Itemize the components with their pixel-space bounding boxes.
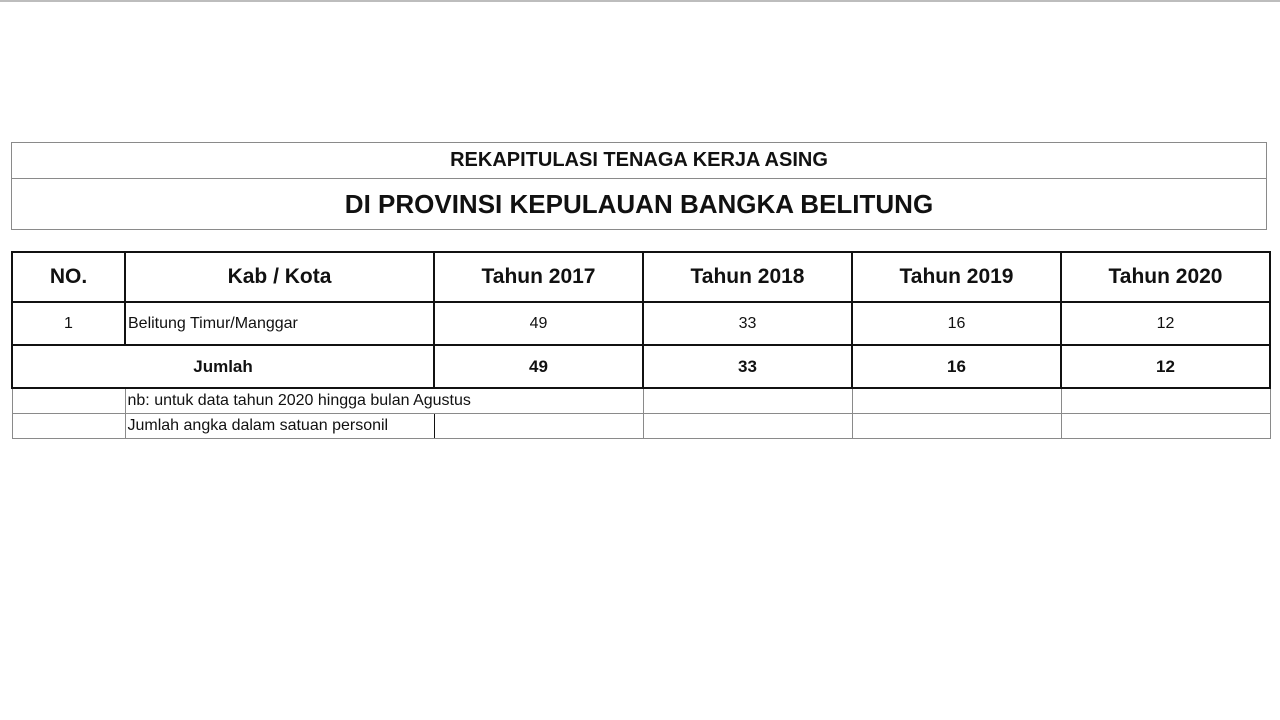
- total-2019: 16: [852, 345, 1061, 388]
- header-kab-kota: Kab / Kota: [125, 252, 434, 302]
- table-row: [12, 302, 1270, 345]
- total-2020: 12: [1061, 345, 1270, 388]
- note-row: [12, 413, 1270, 438]
- note-unit: Jumlah angka dalam satuan personil: [125, 413, 434, 438]
- total-row: [12, 345, 1270, 388]
- top-border-line: [0, 0, 1280, 2]
- note-empty-cell: [12, 413, 125, 438]
- note-empty-cell: [643, 388, 852, 413]
- report-subtitle: DI PROVINSI KEPULAUAN BANGKA BELITUNG: [344, 188, 934, 219]
- note-empty-cell: [852, 413, 1061, 438]
- table-header-row: [12, 252, 1270, 302]
- note-data-period: nb: untuk data tahun 2020 hingga bulan Agustus: [125, 388, 643, 413]
- note-empty-cell: [434, 413, 643, 438]
- total-2017: 49: [434, 345, 643, 388]
- header-tahun-2018: Tahun 2018: [643, 252, 852, 302]
- header-no: NO.: [12, 252, 125, 302]
- report-title-block: [11, 142, 1267, 230]
- note-empty-cell: [12, 388, 125, 413]
- note-empty-cell: [1061, 413, 1270, 438]
- cell-2019: 16: [852, 302, 1061, 345]
- header-tahun-2020: Tahun 2020: [1061, 252, 1270, 302]
- note-row: [12, 388, 1270, 413]
- tka-recap-table: [11, 251, 1271, 439]
- cell-no: 1: [12, 302, 125, 345]
- cell-2017: 49: [434, 302, 643, 345]
- note-empty-cell: [1061, 388, 1270, 413]
- total-2018: 33: [643, 345, 852, 388]
- cell-kab-kota: Belitung Timur/Manggar: [125, 302, 434, 345]
- cell-2018: 33: [643, 302, 852, 345]
- header-tahun-2019: Tahun 2019: [852, 252, 1061, 302]
- total-label: Jumlah: [12, 345, 434, 388]
- note-empty-cell: [852, 388, 1061, 413]
- note-empty-cell: [643, 413, 852, 438]
- report-title: REKAPITULASI TENAGA KERJA ASING: [12, 143, 1266, 179]
- header-tahun-2017: Tahun 2017: [434, 252, 643, 302]
- cell-2020: 12: [1061, 302, 1270, 345]
